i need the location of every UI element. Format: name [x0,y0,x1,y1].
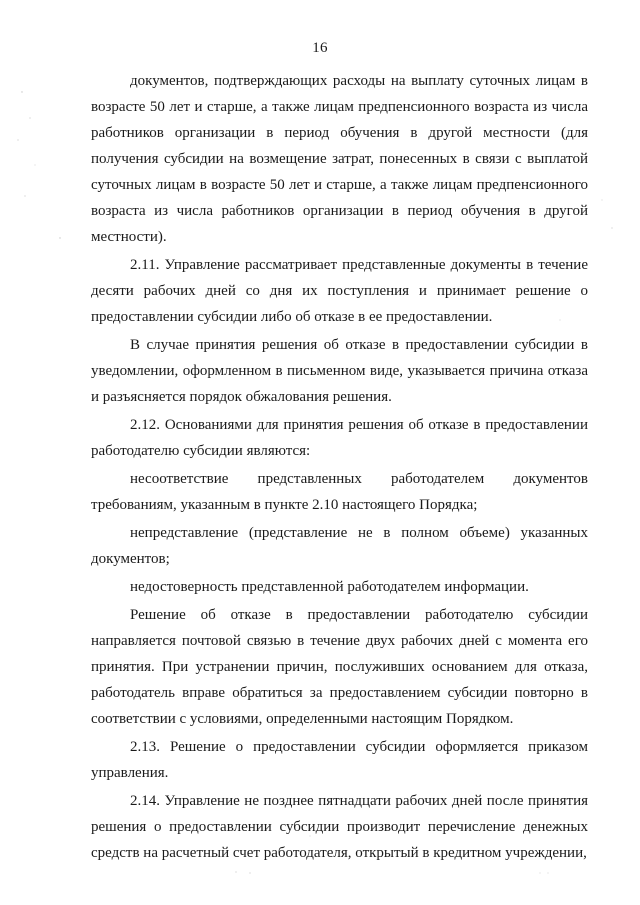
paragraph-2-14: 2.14. Управление не позднее пятнадцати рабочих дней после принятия решения о предоставлении субсидии производит перечисление денежных средств на расчетный счет работодателя, открытый в кредитном учреждении, [91,793,588,861]
paragraph-refusal-delivery: Решение об отказе в предоставлении работодателю субсидии направляется почтовой связью в течение двух рабочих дней с момента его принятия. При устранении причин, послуживших основанием для отказа, работодатель вправе обратиться за предоставлением субсидии повторно в соответствии с условиями, определенными настоящим Порядком. [91,607,588,727]
paragraph-ground-mismatch: несоответствие представленных работодателем документов требованиям, указанным в пункте 2.10 настоящего Порядка; [91,471,588,513]
document-body [91,68,588,866]
paragraph-refusal-notice: В случае принятия решения об отказе в предоставлении субсидии в уведомлении, оформленном в письменном виде, указывается причина отказа и разъясняется порядок обжалования решения. [91,337,588,405]
paragraph-continuation: документов, подтверждающих расходы на выплату суточных лицам в возрасте 50 лет и старше, а также лицам предпенсионного возраста из числа работников организации в период обучения в другой местности (для получения субсидии на возмещение затрат, понесенных в связи с выплатой суточных лицам в возрасте 50 лет и старше, а также лицам предпенсионного возраста из числа работников организации в период обучения в другой местности). [91,73,588,245]
paragraph-2-12: 2.12. Основаниями для принятия решения об отказе в предоставлении работодателю субсидии являются: [91,417,588,459]
page-number: 16 [312,40,328,56]
paragraph-ground-inaccuracy: недостоверность представленной работодателем информации. [130,579,529,595]
paragraph-ground-nonsubmission: непредставление (представление не в полном объеме) указанных документов; [91,525,588,567]
paragraph-2-11: 2.11. Управление рассматривает представленные документы в течение десяти рабочих дней со дня их поступления и принимает решение о предоставлении субсидии либо об отказе в ее предоставлении. [91,257,588,325]
paragraph-2-13: 2.13. Решение о предоставлении субсидии оформляется приказом управления. [91,739,588,781]
